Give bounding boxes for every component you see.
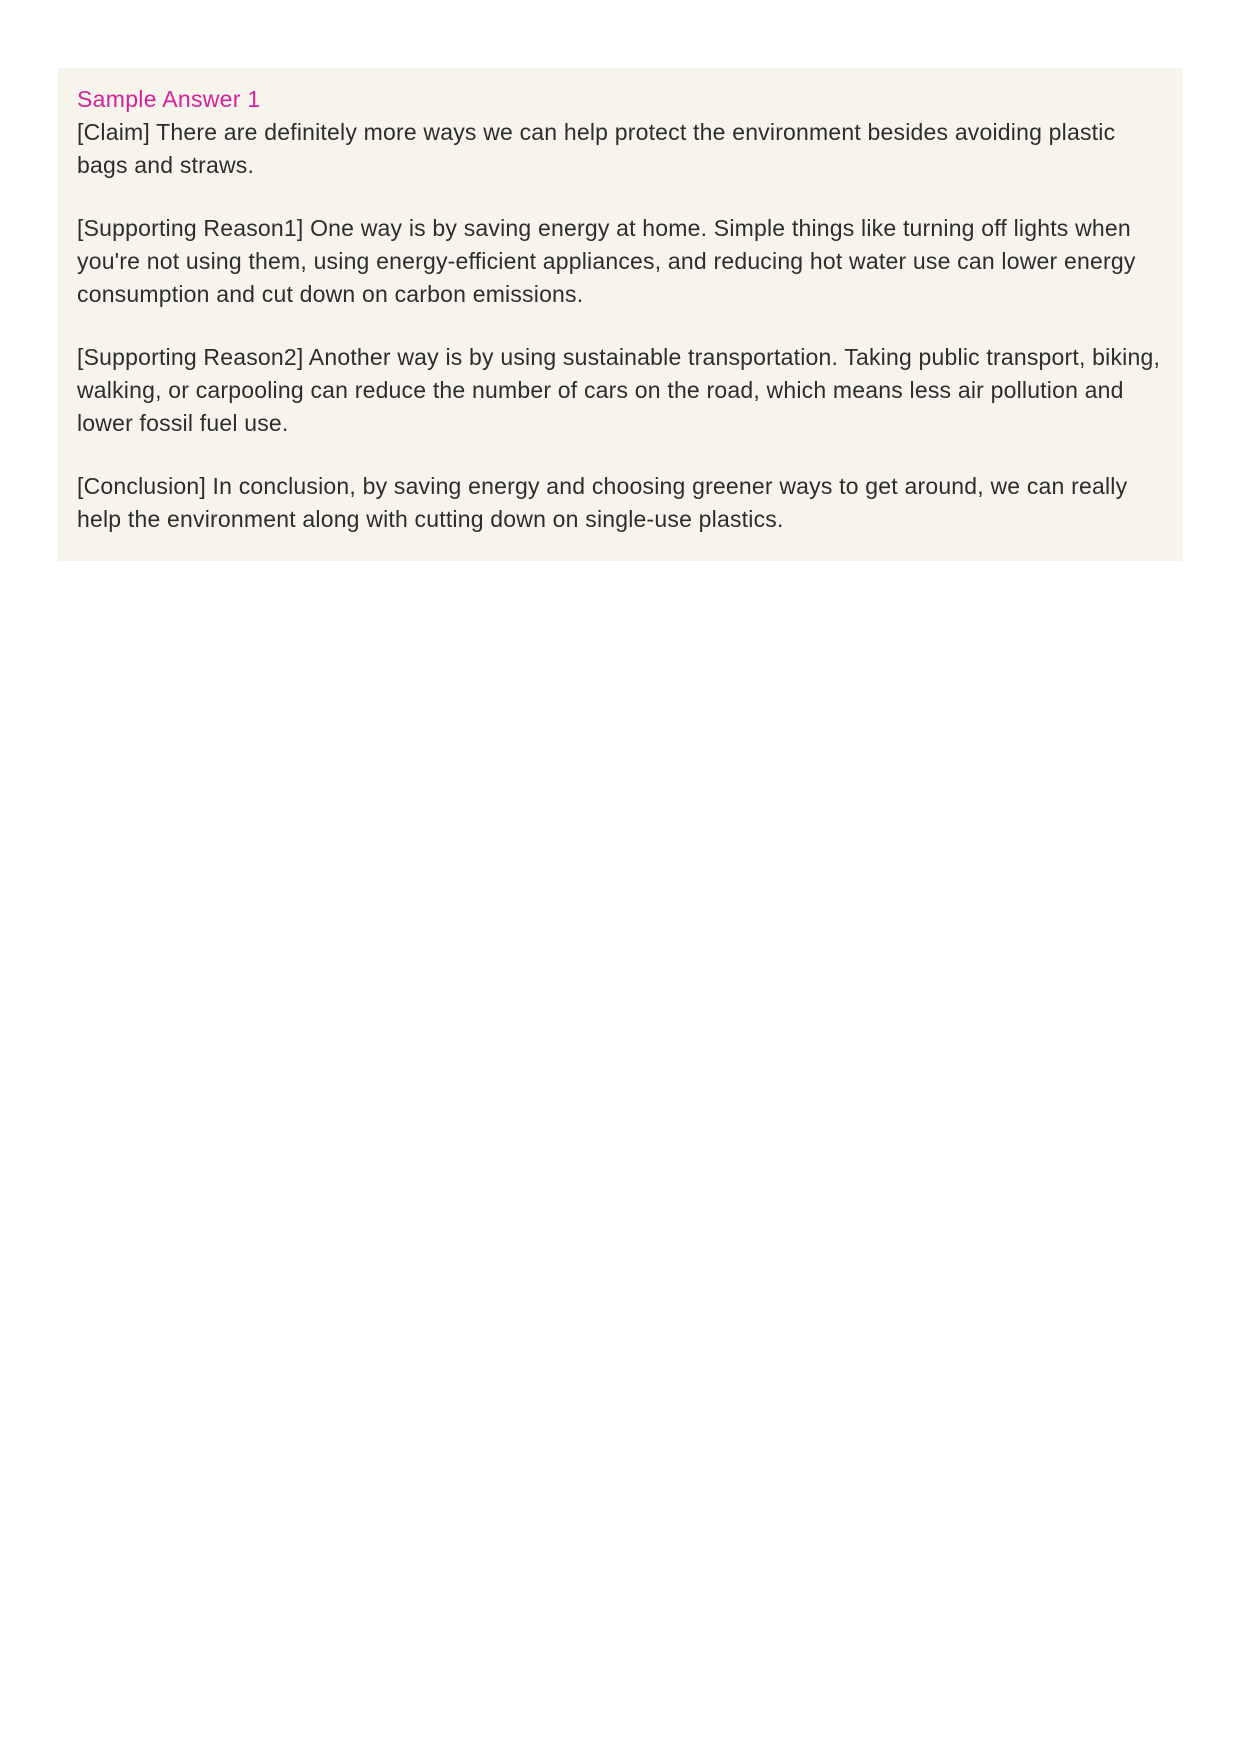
supporting-reason-2-paragraph: [Supporting Reason2] Another way is by using sustainable transportation. Taking public transport, biking, walking, or carpooling can reduce the number of cars on the road, which means less air pollution and lower fossil fuel use. bbox=[77, 344, 1161, 436]
sample-answer-card bbox=[58, 68, 1183, 561]
claim-paragraph: [Claim] There are definitely more ways we can help protect the environment besides avoiding plastic bags and straws. bbox=[77, 119, 1116, 178]
conclusion-paragraph: [Conclusion] In conclusion, by saving energy and choosing greener ways to get around, we can really help the environment along with cutting down on single-use plastics. bbox=[77, 473, 1128, 532]
supporting-reason-1-paragraph: [Supporting Reason1] One way is by saving energy at home. Simple things like turning off lights when you're not using them, using energy-efficient appliances, and reducing hot water use can lower energy consumption and cut down on carbon emissions. bbox=[77, 215, 1136, 307]
sample-answer-heading: Sample Answer 1 bbox=[77, 86, 261, 112]
